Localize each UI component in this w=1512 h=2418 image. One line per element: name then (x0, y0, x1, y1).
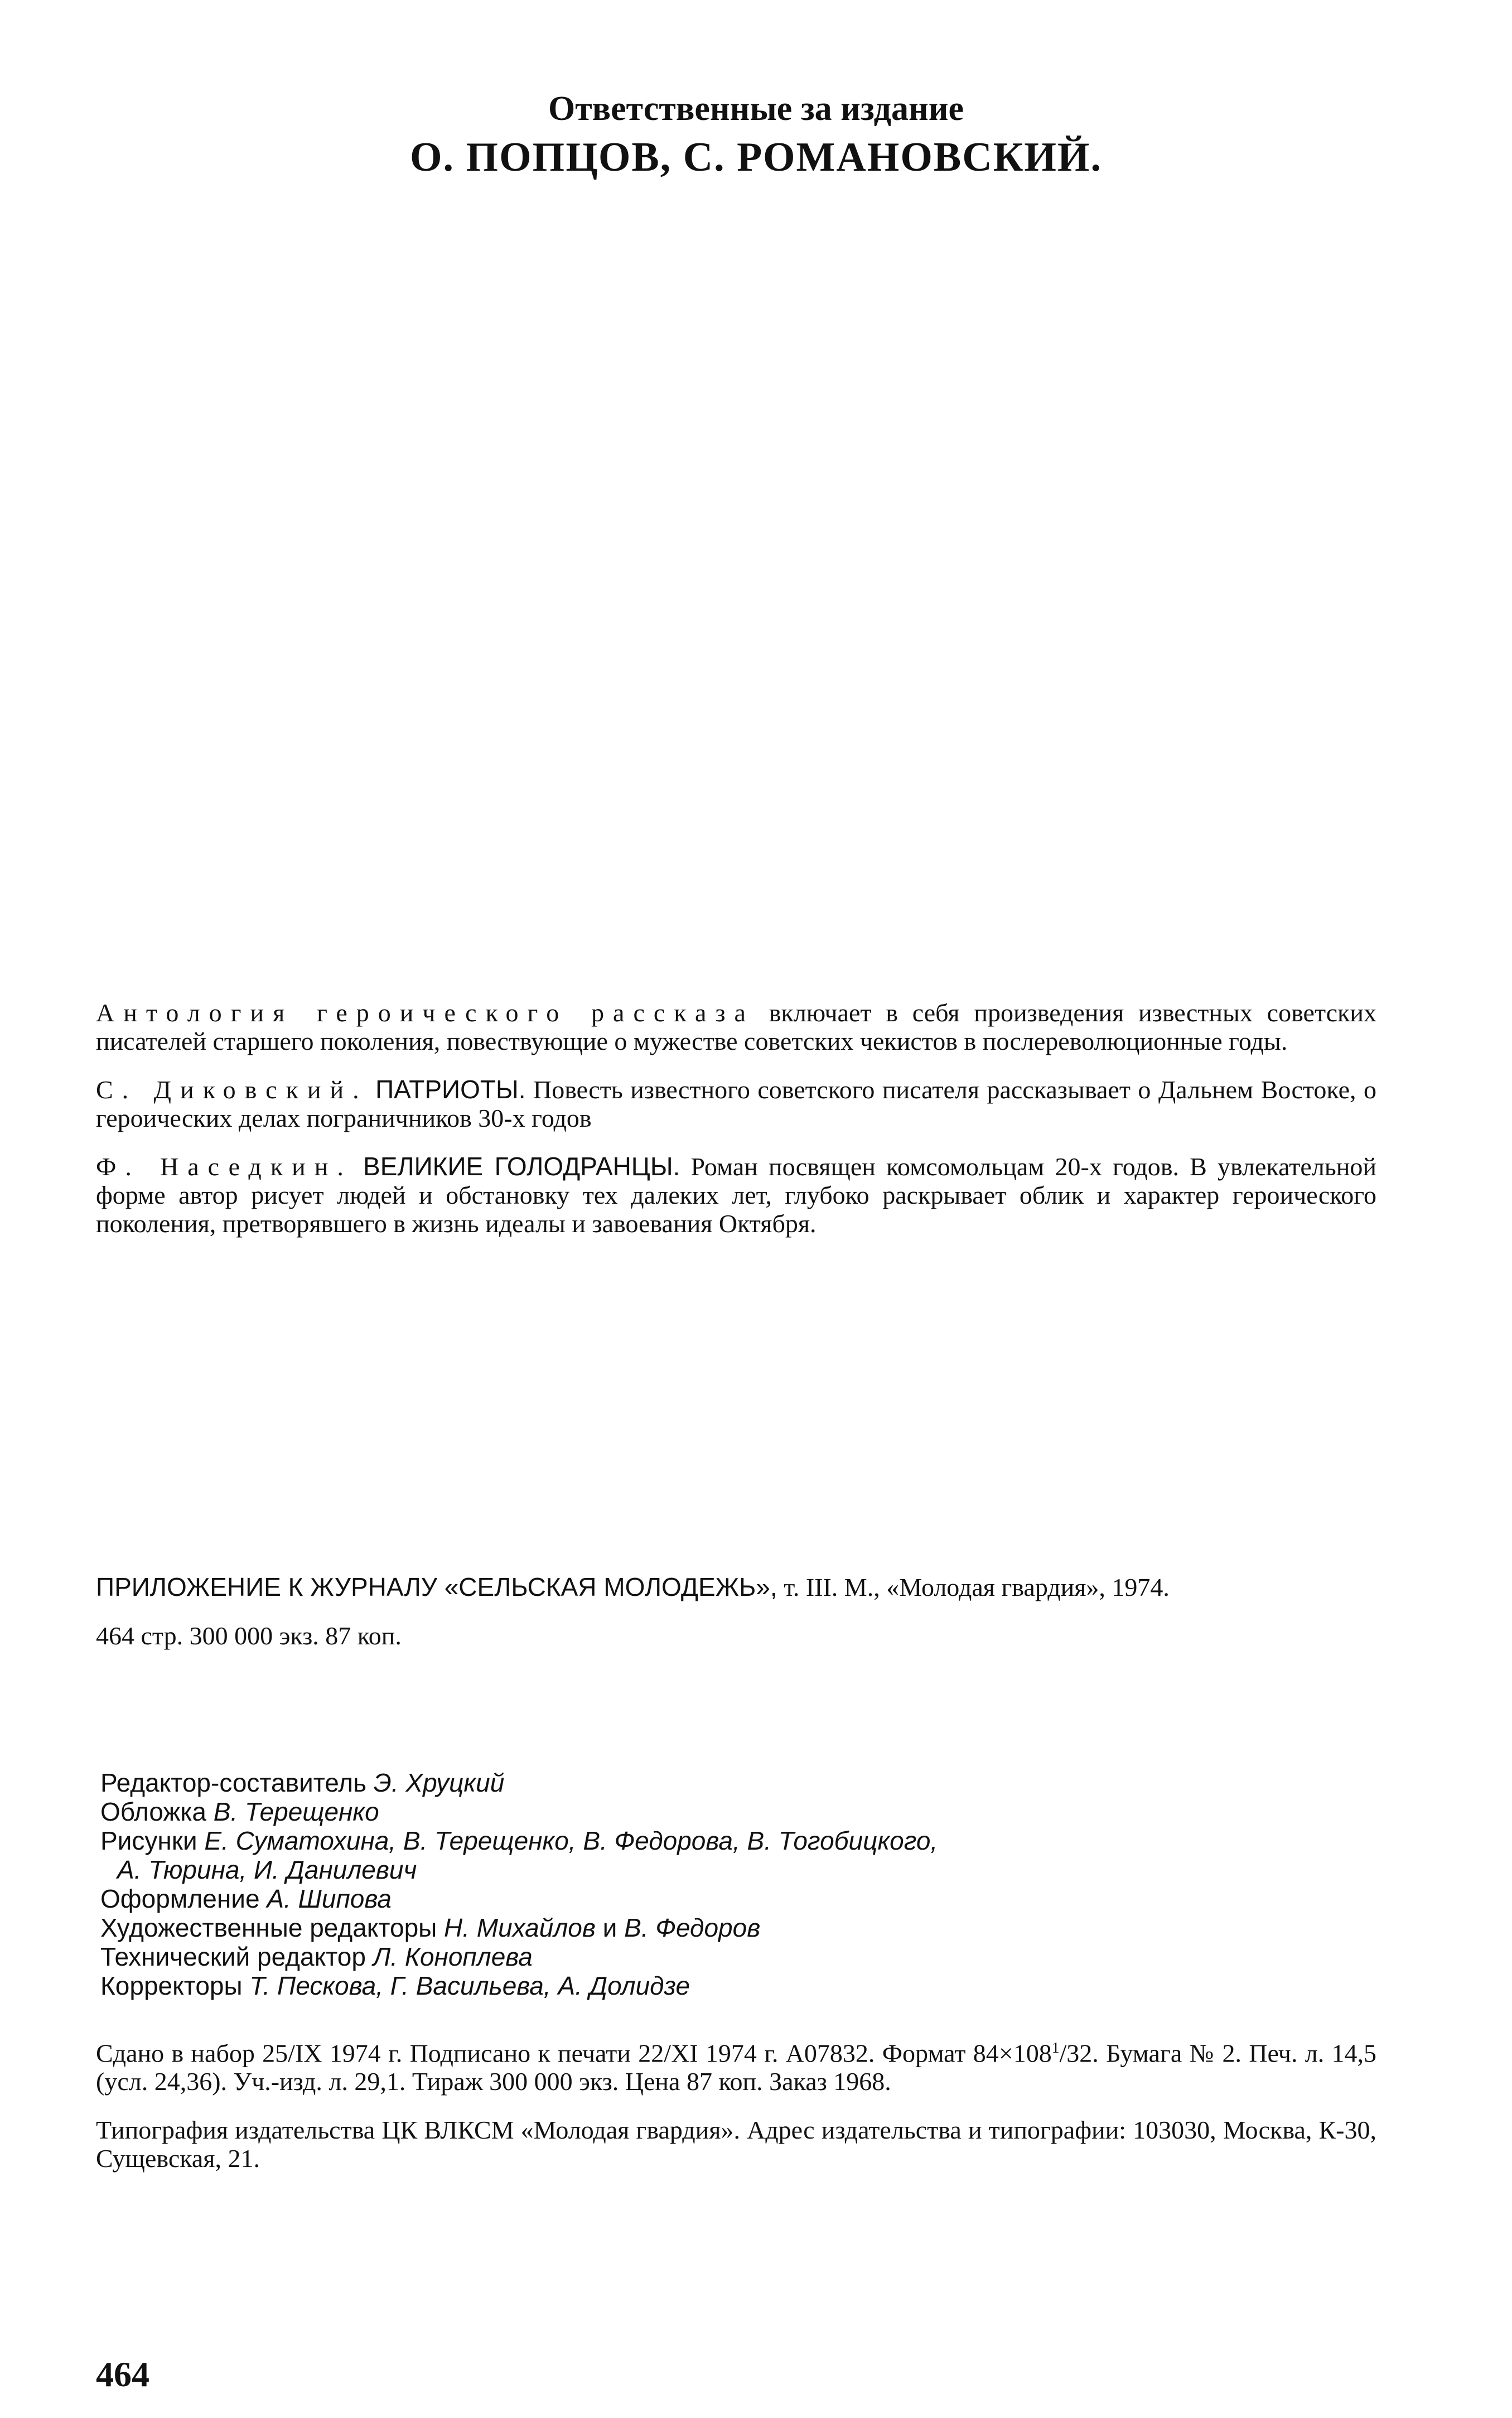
imprint-superscript: 1 (1051, 2039, 1060, 2056)
patriots-author: С. Диковский. (96, 1075, 368, 1104)
appendix-section (96, 1573, 1376, 1670)
page-number: 464 (96, 2354, 149, 2394)
credit-row (100, 1826, 938, 1855)
anthology-lead: Антология героического рассказа (96, 998, 755, 1027)
annotation-golodrantsy (96, 1152, 1376, 1238)
credit-row (100, 1942, 938, 1971)
imprint-section (96, 2033, 1376, 2193)
credit-role: Рисунки (100, 1826, 205, 1855)
credit-role: Технический редактор (100, 1942, 373, 1971)
imprint-text: Сдано в набор 25/IX 1974 г. Подписано к печати 22/XI 1974 г. А07832. Формат 84×108 (96, 2039, 1052, 2068)
appendix-lead: ПРИЛОЖЕНИЕ К ЖУРНАЛУ «СЕЛЬСКАЯ МОЛОДЕЖЬ», (96, 1572, 777, 1601)
golodrantsy-author: Ф. Наседкин. (96, 1152, 352, 1181)
imprint-print-data (96, 2033, 1376, 2096)
imprint-printer: Типография издательства ЦК ВЛКСМ «Молодая гвардия». Адрес издательства и типографии: 103030, Москва, К-30, Сущевская, 21. (96, 2116, 1376, 2173)
appendix-rest: т. III. М., «Молодая гвардия», 1974. (777, 1573, 1170, 1601)
patriots-title: ПАТРИОТЫ. (375, 1075, 526, 1104)
credit-name: Н. Михайлов (444, 1913, 596, 1942)
credit-name: А. Шипова (267, 1884, 392, 1913)
credit-joiner: и (595, 1913, 625, 1942)
credit-name: Л. Коноплева (373, 1942, 533, 1971)
golodrantsy-title: ВЕЛИКИЕ ГОЛОДРАНЦЫ. (363, 1152, 680, 1181)
anthology-text: включает в себя произведения известных советских писателей старшего поколения, повествующие о мужестве советских чекистов в послереволюционные годы. (96, 998, 1376, 1055)
credit-name: Э. Хруцкий (373, 1768, 505, 1797)
credit-row (100, 1913, 938, 1942)
credit-row (100, 1797, 938, 1826)
golodrantsy-text: Роман посвящен комсомольцам 20-х годов. В увлекательной форме автор рисует людей и обстановку тех далеких лет, глубоко раскрывает облик и характер героического поколения, претворявшего в жизнь идеалы и завоевания Октября. (96, 1152, 1376, 1238)
credit-name: В. Терещенко (213, 1797, 379, 1826)
credit-role: Художественные редакторы (100, 1913, 444, 1942)
credits-list (100, 1768, 938, 2000)
credit-name: В. Федоров (624, 1913, 761, 1942)
credit-row (117, 1855, 938, 1884)
credit-role: Обложка (100, 1797, 214, 1826)
annotation-anthology (96, 998, 1376, 1055)
appendix-stats: 464 стр. 300 000 экз. 87 коп. (96, 1621, 402, 1650)
annotation-section (96, 998, 1376, 1258)
credit-row (100, 1768, 938, 1797)
imprint-text: /32. Бумага № 2. Печ. л. 14,5 (усл. 24,36). Уч.-изд. л. 29,1. Тираж 300 000 экз. Цена 87 коп. Заказ 1968. (96, 2039, 1376, 2096)
credit-row (100, 1884, 938, 1913)
appendix-line (96, 1573, 1376, 1601)
responsible-heading: Ответственные за издание (548, 90, 964, 128)
credit-row (100, 1971, 938, 2000)
credit-role: Корректоры (100, 1971, 250, 2000)
responsible-names: О. ПОПЦОВ, С. РОМАНОВСКИЙ. (410, 134, 1102, 180)
credit-name: Т. Пескова, Г. Васильева, А. Долидзе (249, 1971, 690, 2000)
credit-name: А. Тюрина, И. Данилевич (117, 1855, 417, 1884)
annotation-patriots (96, 1075, 1376, 1132)
patriots-text: Повесть известного советского писателя рассказывает о Дальнем Востоке, о героических делах пограничников 30-х годов (96, 1075, 1376, 1132)
credit-role: Редактор-составитель (100, 1768, 374, 1797)
credit-name: Е. Суматохина, В. Терещенко, В. Федорова, В. Тогобицкого, (204, 1826, 938, 1855)
credit-role: Оформление (100, 1884, 267, 1913)
